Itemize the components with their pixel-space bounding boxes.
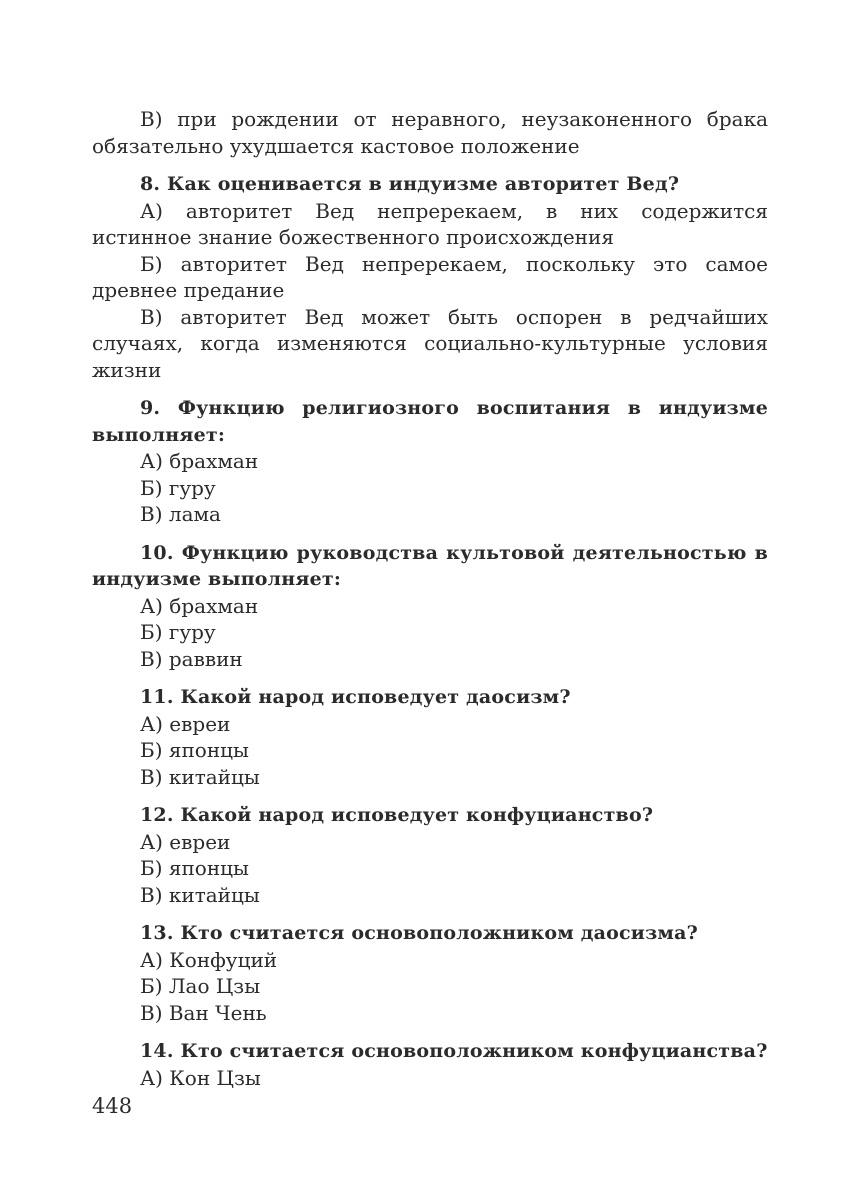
question-title: 9. Функцию религиозного воспитания в индуизме выполняет: <box>92 397 768 446</box>
answer-option: В) Ван Чень <box>140 1000 267 1025</box>
answer-option: А) евреи <box>140 829 231 854</box>
question-title: 10. Функцию руководства культовой деятельностью в индуизме выполняет: <box>92 541 768 590</box>
question-title: 8. Как оценивается в индуизме авторитет Вед? <box>140 173 680 195</box>
question-8 <box>92 171 768 383</box>
page-number: 448 <box>92 1094 133 1118</box>
question-11 <box>92 684 768 790</box>
question-9 <box>92 395 768 528</box>
question-title: 12. Какой народ исповедует конфуцианство? <box>140 804 654 826</box>
question-13 <box>92 920 768 1026</box>
answer-option: Б) гуру <box>140 475 216 500</box>
question-title: 11. Какой народ исповедует даосизм? <box>140 686 571 708</box>
leading-paragraph: В) при рождении от неравного, неузаконенного брака обязательно ухудшается кастовое положение <box>92 107 768 158</box>
answer-option: А) Кон Цзы <box>140 1065 261 1090</box>
answer-option: Б) гуру <box>140 620 216 644</box>
answer-option: В) лама <box>140 502 221 526</box>
answer-option: А) брахман <box>140 593 259 618</box>
question-10 <box>92 540 768 673</box>
question-title: 14. Кто считается основоположником конфуцианства? <box>140 1040 768 1062</box>
answer-option: А) евреи <box>140 711 231 736</box>
answer-option: В) китайцы <box>140 764 260 789</box>
question-12 <box>92 802 768 908</box>
answer-option: А) Конфуций <box>140 947 278 972</box>
question-14 <box>92 1038 768 1091</box>
answer-option: В) китайцы <box>140 882 260 907</box>
answer-option: Б) японцы <box>140 738 249 762</box>
answer-option: В) раввин <box>140 646 243 671</box>
page-content <box>92 106 768 1091</box>
answer-option: А) брахман <box>140 449 259 473</box>
answer-option: В) авторитет Вед может быть оспорен в редчайших случаях, когда изменяются социально-культурные условия жизни <box>92 304 768 382</box>
answer-option: Б) японцы <box>140 856 249 880</box>
answer-option: Б) Лао Цзы <box>140 974 261 998</box>
answer-option: А) авторитет Вед непререкаем, в них содержится истинное знание божественного происхождения <box>92 198 768 249</box>
answer-option: Б) авторитет Вед непререкаем, поскольку это самое древнее предание <box>92 251 768 302</box>
question-title: 13. Кто считается основоположником даосизма? <box>140 922 698 944</box>
